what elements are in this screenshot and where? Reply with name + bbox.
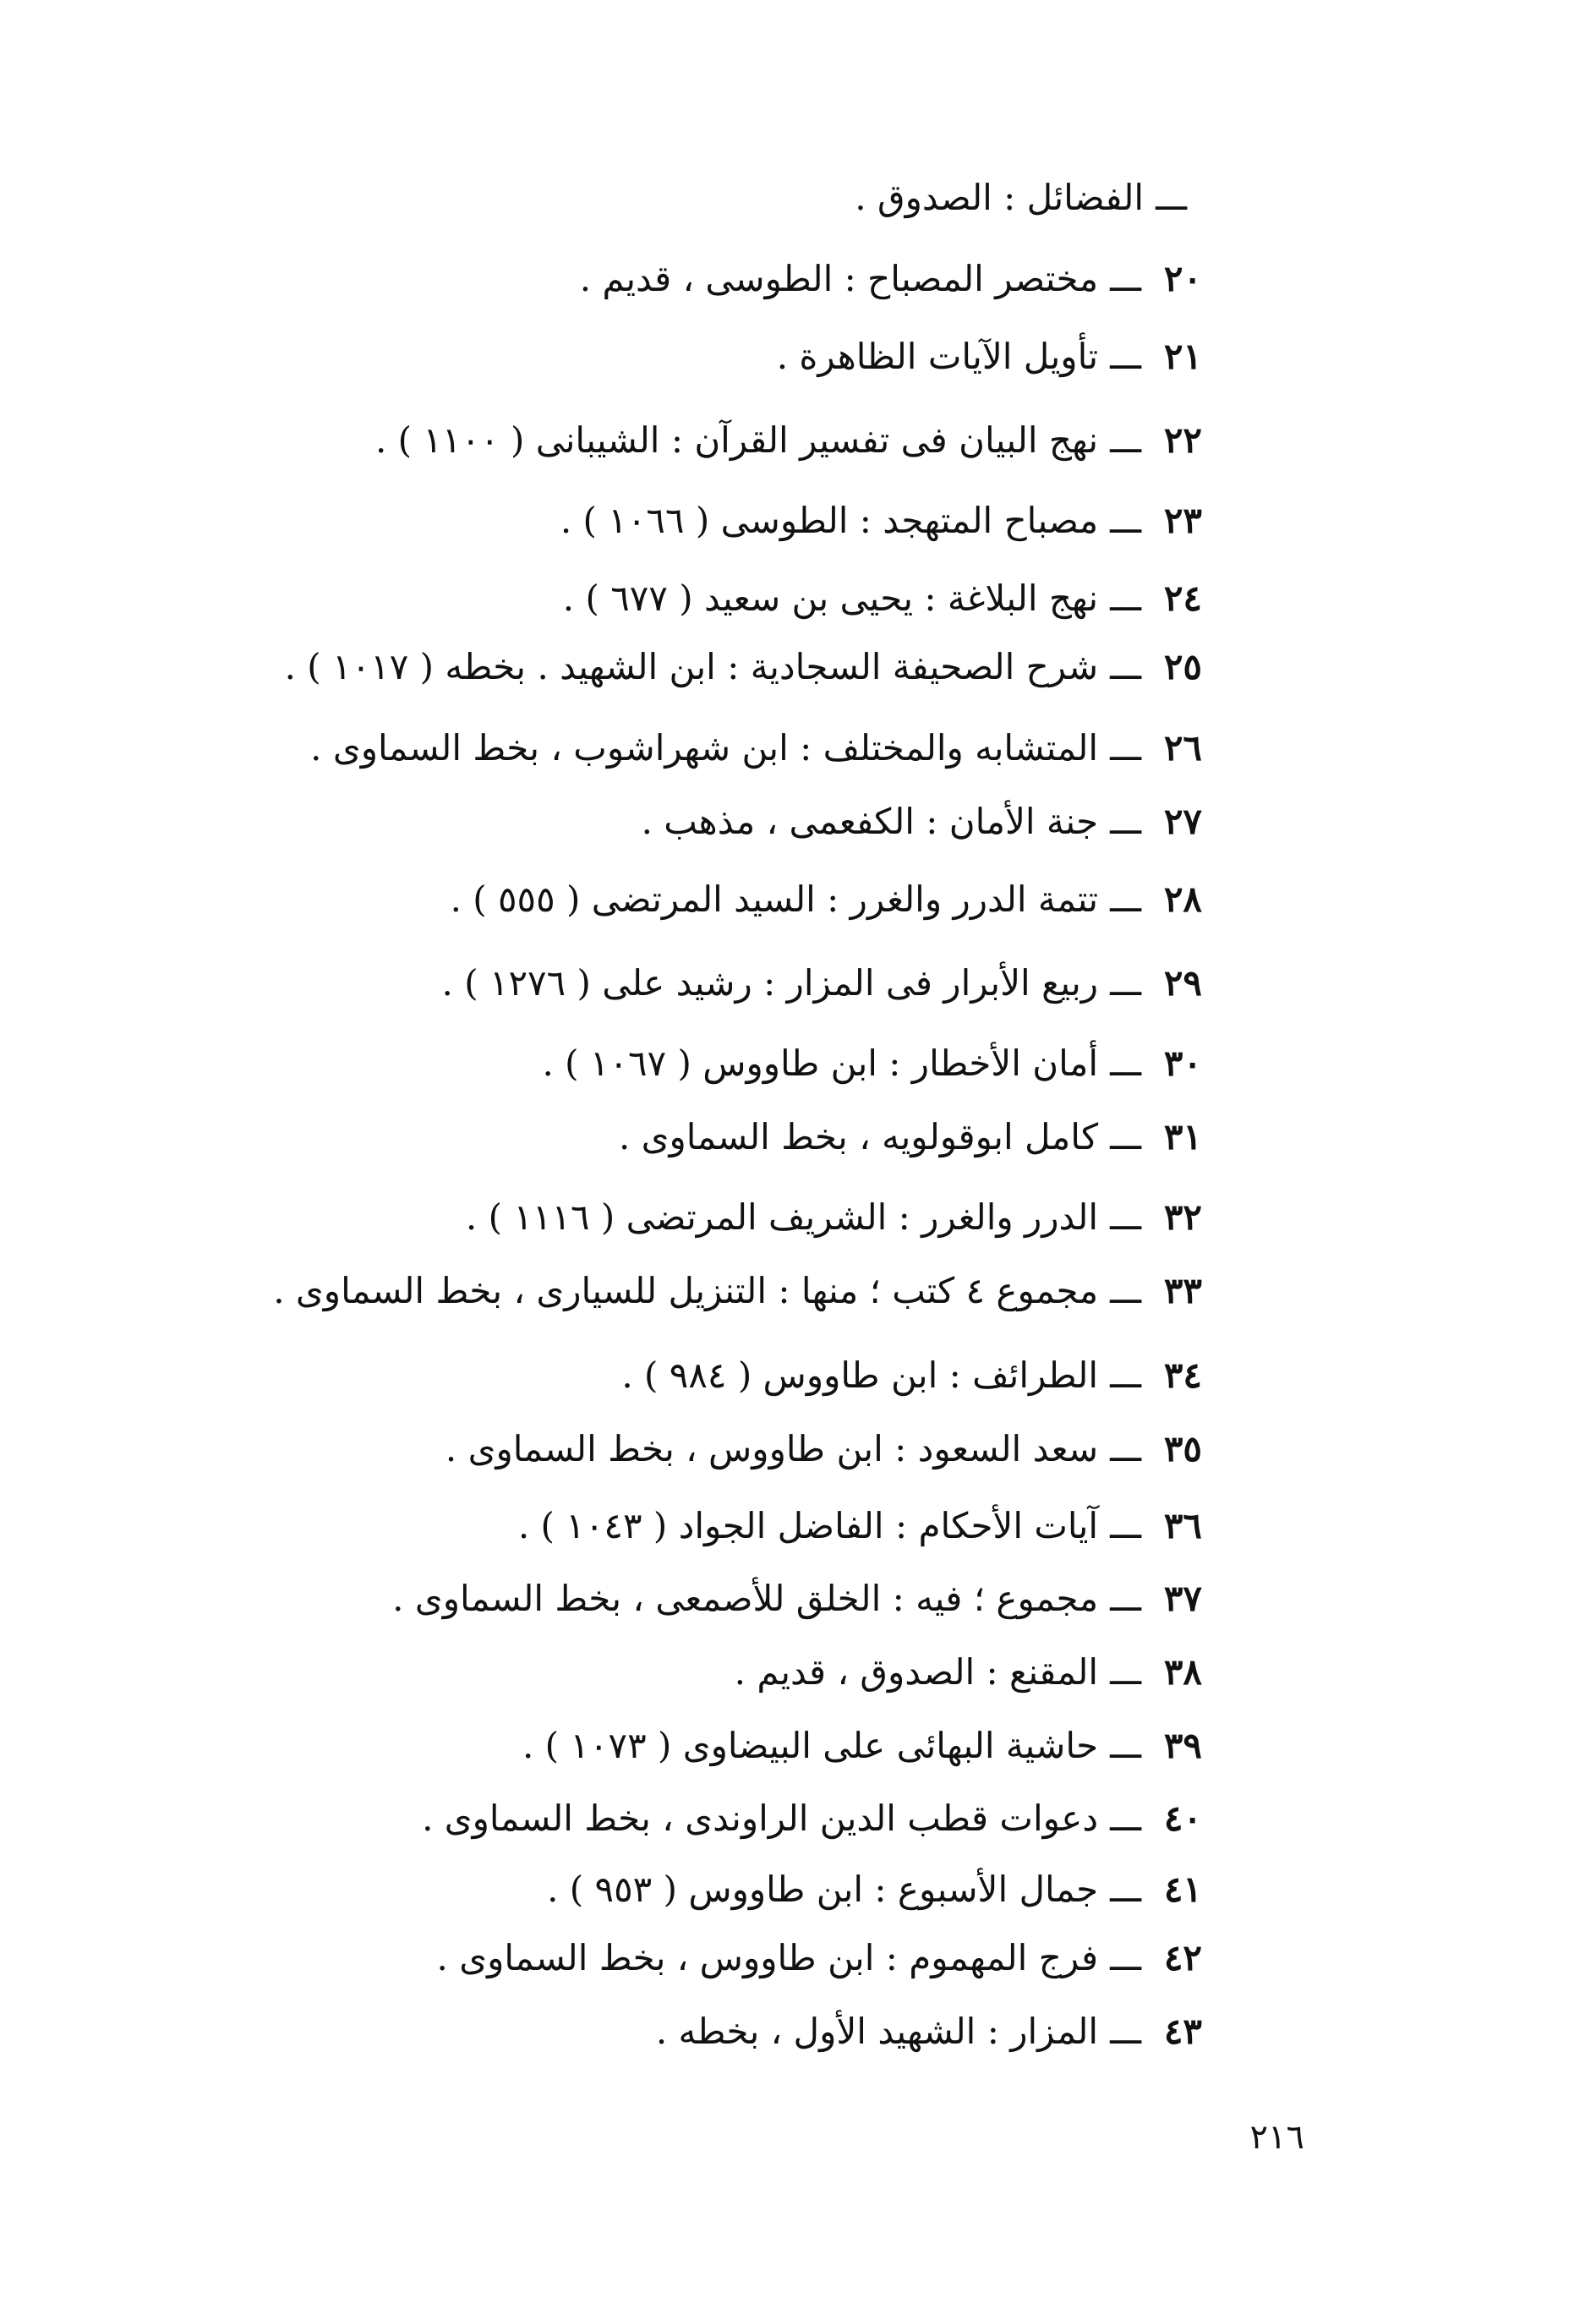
entry-line [285, 642, 1202, 692]
entry-text: جنة الأمان : الكفعمى ، مذهب . [641, 801, 1099, 842]
entry-line [466, 1192, 1202, 1243]
entry-number: ٤٠ [1163, 1797, 1202, 1839]
entry-line [451, 874, 1202, 925]
dash: ـــ [1110, 336, 1141, 377]
entry-text: مختصر المصباح : الطوسى ، قديم . [579, 258, 1099, 299]
dash: ـــ [1110, 419, 1141, 461]
entry-text: مجموع ؛ فيه : الخلق للأصمعى ، بخط السماوى . [392, 1578, 1099, 1619]
entry-number: ٢٧ [1163, 801, 1202, 842]
dash: ـــ [1110, 577, 1141, 619]
entry-line [442, 958, 1203, 1009]
entry-line [375, 415, 1202, 466]
dash: ـــ [1110, 1196, 1141, 1238]
dash: ـــ [1156, 177, 1187, 218]
entry-text: شرح الصحيفة السجادية : ابن الشهيد . بخطه ( ١٠١٧ ) . [284, 646, 1099, 687]
dash: ـــ [1110, 1869, 1141, 1910]
entry-text: المتشابه والمختلف : ابن شهراشوب ، بخط السماوى . [310, 727, 1099, 769]
dash: ـــ [1110, 2011, 1141, 2052]
dash: ـــ [1110, 1505, 1141, 1546]
entry-text: المقنع : الصدوق ، قديم . [734, 1651, 1099, 1693]
dash: ـــ [1110, 258, 1141, 299]
page-number: ٢١٦ [1249, 2118, 1304, 2157]
entry-number: ٢٢ [1163, 419, 1202, 461]
entry-number: ٤٣ [1163, 2011, 1202, 2052]
entry-text: نهج البلاغة : يحيى بن سعيد ( ٦٧٧ ) . [562, 577, 1099, 619]
entry-line [619, 1112, 1202, 1163]
entry-text: الطرائف : ابن طاووس ( ٩٨٤ ) . [621, 1354, 1099, 1396]
entry-line [642, 796, 1202, 847]
entry-line [522, 1721, 1202, 1771]
entry-number: ٣٢ [1163, 1196, 1202, 1238]
entry-number: ٢٥ [1163, 646, 1202, 687]
entry-line [563, 573, 1202, 624]
entry-text: أمان الأخطار : ابن طاووس ( ١٠٦٧ ) . [542, 1042, 1099, 1084]
entry-line [542, 1038, 1202, 1089]
dash: ـــ [1110, 1937, 1141, 1978]
entry-number: ٣٧ [1163, 1578, 1202, 1619]
dash: ـــ [1110, 1578, 1141, 1619]
entry-line [310, 723, 1202, 774]
entry-number: ٣٣ [1163, 1270, 1202, 1311]
entry-line [560, 495, 1202, 546]
dash: ـــ [1110, 727, 1141, 769]
entry-line [656, 2006, 1202, 2057]
entry-text: الفضائل : الصدوق . [855, 177, 1145, 218]
entry-text: حاشية البهائى على البيضاوى ( ١٠٧٣ ) . [522, 1725, 1099, 1766]
dash: ـــ [1110, 1428, 1141, 1469]
entry-text: سعد السعود : ابن طاووس ، بخط السماوى . [445, 1428, 1099, 1469]
entry-text: كامل ابوقولويه ، بخط السماوى . [618, 1116, 1099, 1157]
entry-line [422, 1793, 1202, 1844]
entry-line [777, 331, 1202, 382]
entry-number: ٢١ [1163, 336, 1202, 377]
entry-text: دعوات قطب الدين الراوندى ، بخط السماوى . [422, 1797, 1099, 1839]
dash: ـــ [1110, 646, 1141, 687]
entry-text: مجموع ٤ كتب ؛ منها : التنزيل للسيارى ، بخط السماوى . [273, 1270, 1099, 1311]
entry-text: مصباح المتهجد : الطوسى ( ١٠٦٦ ) . [560, 500, 1099, 541]
entry-number: ٣٨ [1163, 1651, 1202, 1693]
entry-text: الدرر والغرر : الشريف المرتضى ( ١١١٦ ) . [465, 1196, 1099, 1238]
dash: ـــ [1110, 1116, 1141, 1157]
entry-number: ٢٤ [1163, 577, 1202, 619]
entry-text: ربيع الأبرار فى المزار : رشيد على ( ١٢٧٦ ) . [441, 962, 1099, 1004]
dash: ـــ [1110, 1270, 1141, 1311]
entry-number: ٤١ [1163, 1869, 1202, 1910]
entry-text: فرج المهموم : ابن طاووس ، بخط السماوى . [436, 1937, 1099, 1978]
entry-text: تتمة الدرر والغرر : السيد المرتضى ( ٥٥٥ ) . [450, 878, 1099, 920]
entry-number: ٢٩ [1163, 962, 1202, 1004]
entry-number: ٣٤ [1163, 1354, 1202, 1396]
entry-number: ٢٨ [1163, 878, 1202, 920]
entry-number: ٢٣ [1163, 500, 1202, 541]
entry-line [437, 1933, 1202, 1983]
dash: ـــ [1110, 1354, 1141, 1396]
entry-number: ٣١ [1163, 1116, 1202, 1157]
entry-text: المزار : الشهيد الأول ، بخطه . [655, 2011, 1099, 2052]
entry-line [621, 1350, 1202, 1401]
dash: ـــ [1110, 1651, 1141, 1693]
entry-line [547, 1864, 1202, 1915]
dash: ـــ [1110, 1725, 1141, 1766]
dash: ـــ [1110, 801, 1141, 842]
dash: ـــ [1110, 500, 1141, 541]
entry-text: تأويل الآيات الظاهرة . [776, 336, 1099, 377]
continuation-line [855, 172, 1199, 223]
entry-number: ٢٦ [1163, 727, 1202, 769]
entry-line [580, 254, 1202, 304]
entry-line [735, 1647, 1202, 1698]
dash: ـــ [1110, 1042, 1141, 1084]
entry-line [273, 1266, 1202, 1316]
dash: ـــ [1110, 878, 1141, 920]
entry-number: ٤٢ [1163, 1937, 1202, 1978]
entry-text: نهج البيان فى تفسير القرآن : الشيبانى ( ١١٠٠ ) . [374, 419, 1099, 461]
dash: ـــ [1110, 962, 1141, 1004]
dash: ـــ [1110, 1797, 1141, 1839]
entry-line [518, 1501, 1202, 1551]
entry-number: ٣٠ [1163, 1042, 1202, 1084]
entry-text: آيات الأحكام : الفاضل الجواد ( ١٠٤٣ ) . [517, 1505, 1099, 1546]
entry-number: ٢٠ [1163, 258, 1202, 299]
entry-number: ٣٦ [1163, 1505, 1202, 1546]
entry-number: ٣٥ [1163, 1428, 1202, 1469]
entry-text: جمال الأسبوع : ابن طاووس ( ٩٥٣ ) . [547, 1869, 1099, 1910]
entry-number: ٣٩ [1163, 1725, 1202, 1766]
entry-line [392, 1573, 1202, 1624]
entry-line [445, 1424, 1202, 1475]
